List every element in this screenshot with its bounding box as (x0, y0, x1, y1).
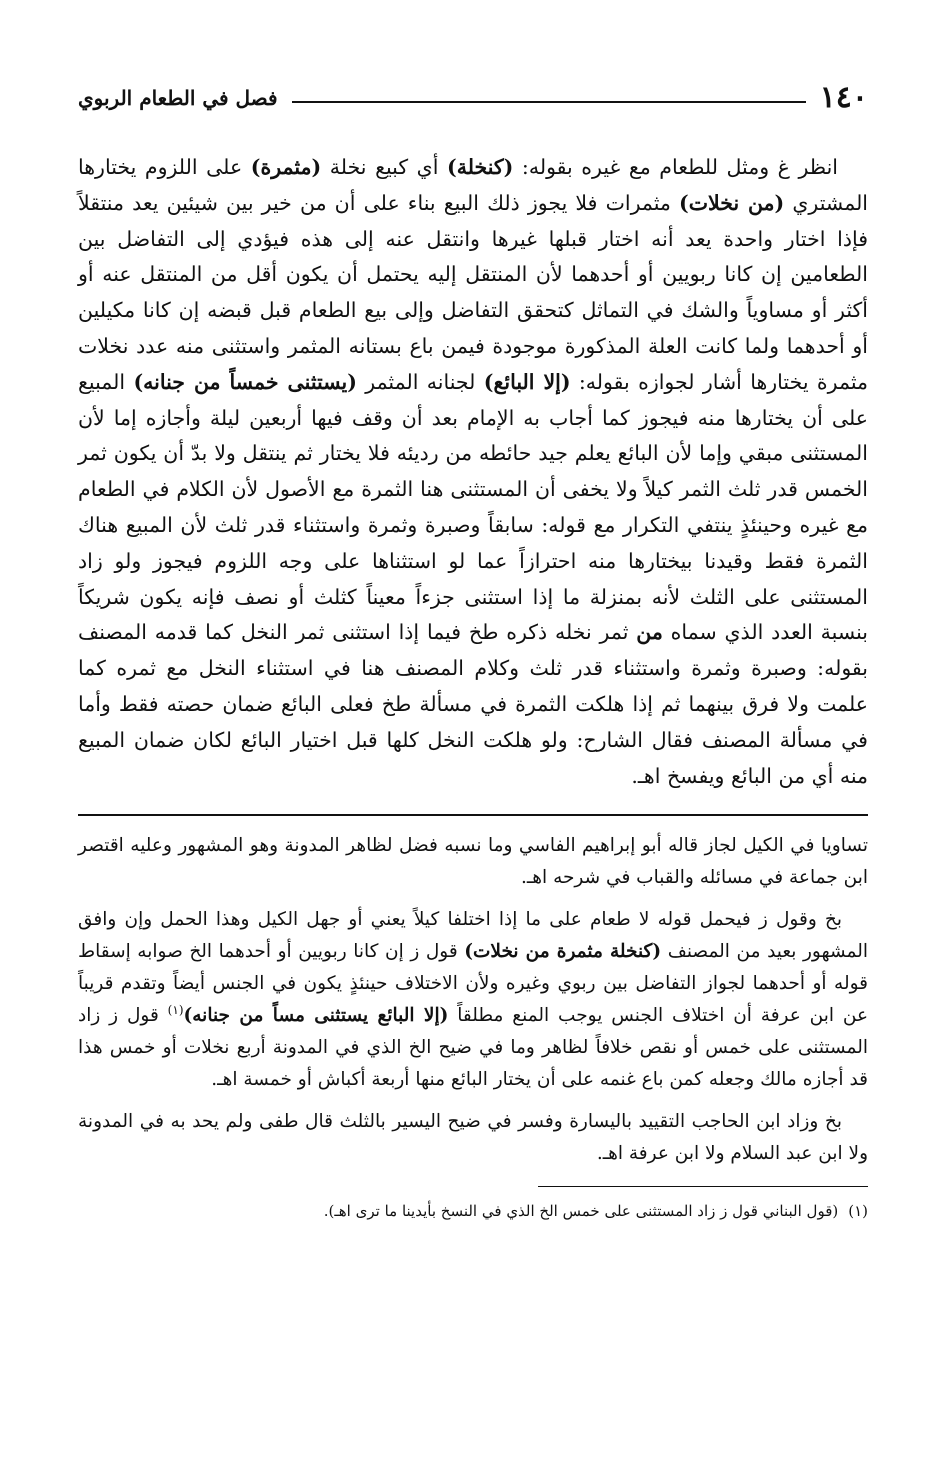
commentary-paragraph: بخ وقول ز فيحمل قوله لا طعام على ما إذا اختلفا كيلاً يعني أو جهل الكيل وهذا الحمل وإن وافق المشهور بعيد من المصنف (كنخلة مثمرة من نخلات) قول ز إن كانا ربويين أو أحدهما الخ صوابه إسقاط قوله أو أحدهما لجواز التفاضل بين ربوي وغيره ولأن الاختلاف حينئذٍ يكون في الجنس أيضاً وتقدم قريباً عن ابن عرفة أن اختلاف الجنس يوجب المنع مطلقاً (إلا البائع يستثنى مساً من جنانه)$^{(١)}$ قول ز زاد المستثنى على خمس أو نقص خلافاً لظاهر وما في ضيح الخ الذي في المدونة أربع نخلات أو خمس هذا قد أجازه مالك وجعله كمن باع غنمه على أن يختار البائع منها أربعة أكباش أو خمسة اهـ. (78, 908, 869, 1090)
commentary-paragraph: بخ وزاد ابن الحاجب التقييد باليسارة وفسر في ضيح اليسير بالثلث قال طفى ولم يحد به في المدونة ولا ابن عبد السلام ولا ابن عرفة اهـ. (78, 1110, 868, 1164)
main-text (78, 150, 868, 794)
footnote-reference[interactable]: (١) (167, 1002, 184, 1017)
bold-term: (إلا البائع يستثنى مساً من جنانه) (183, 1004, 449, 1026)
page-header (78, 78, 868, 118)
bold-term: (كنخلة) (447, 155, 514, 179)
main-paragraph: انظر غ ومثل للطعام مع غيره بقوله: (كنخلة) أي كبيع نخلة (مثمرة) على اللزوم يختارها المشتري (من نخلات) مثمرات فلا يجوز ذلك البيع بناء على أن من خير بين شيئين يعد منتقلاً فإذا اختار واحدة يعد أنه اختار قبلها غيرها وانتقل عنه إلى هذه فيؤدي إلى التفاضل بين الطعامين إن كانا ربويين أو أحدهما لأن المنتقل إليه يحتمل أن يكون أقل من المنتقل عنه أو أكثر أو مساوياً والشك في التماثل كتحقق التفاضل وإلى بيع الطعام قبل قبضه إن كانا مكيلين أو أحدهما ولما كانت العلة المذكورة موجودة فيمن باع بستانه المثمر واستثنى منه عدد نخلات مثمرة يختارها أشار لجوازه بقوله: (إلا البائع) لجنانه المثمر (يستثنى خمساً من جنانه) المبيع على أن يختارها منه فيجوز كما أجاب به الإمام بعد أن وقف فيها أربعين ليلة وأجازه إما لأن المستثنى مبقي وإما لأن البائع يعلم جيد حائطه من رديئه فلا يختار ثم ينتقل ولا بدّ أن يكون ثمر الخمس قدر ثلث الثمر كيلاً ولا يخفى أن المستثنى هنا الثمرة مع الأصول لأن الكلام في الطعام مع غيره وحينئذٍ ينتفي التكرار مع قوله: سابقاً وصبرة وثمرة واستثناء قدر ثلث لأن المبيع هناك الثمرة فقط وقيدنا بيختارها منه احترازاً عما لو استثناها على وجه اللزوم فيجوز ولو زاد المستثنى على الثلث لأنه بمنزلة ما إذا استثنى جزءاً معيناً كثلث أو نصف فإنه يكون شريكاً بنسبة العدد الذي سماه من ثمر نخله ذكره طخ فيما إذا استثنى ثمر النخل كما قدمه المصنف بقوله: وصبرة وثمرة واستثناء قدر ثلث وكلام المصنف هنا في استثناء النخل مع ثمره كما علمت ولا فرق بينهما ثم إذا هلكت الثمرة في مسألة طخ فعلى البائع ضمان حصته فقط وأما في مسألة المصنف فقال الشارح: ولو هلكت النخل كلها قبل اختيار البائع لكان ضمان المبيع منه أي من البائع ويفسخ اهـ. (78, 155, 869, 788)
commentary-paragraph: تساويا في الكيل لجاز قاله أبو إبراهيم الفاسي وما نسبه فضل لظاهر المدونة وهو المشهور وعليه اقتصر ابن جماعة في مسائله والقباب في شرحه اهـ. (78, 834, 868, 888)
footnote-text: (قول البناني قول ز زاد المستثنى على خمس الخ الذي في النسخ بأيدينا ما ترى اهـ). (323, 1202, 839, 1221)
footnote-rule (538, 1186, 868, 1188)
bold-term: (كنخلة مثمرة من نخلات) (464, 940, 662, 962)
footnote (78, 1199, 868, 1223)
header-rule (292, 101, 806, 103)
running-title: فصل في الطعام الربوي (78, 86, 278, 110)
footnote-number: (١) (848, 1202, 868, 1221)
bold-term: (من نخلات) (679, 190, 785, 215)
bold-term: من (636, 620, 663, 645)
commentary-section (78, 830, 868, 1170)
commentary-divider (78, 814, 868, 816)
bold-term: (إلا البائع) (483, 369, 571, 394)
page-number: ١٤٠ (819, 80, 868, 115)
bold-term: (مثمرة) (250, 155, 322, 179)
book-page (78, 78, 868, 1398)
bold-term: (يستثنى خمساً من جنانه) (133, 369, 357, 394)
